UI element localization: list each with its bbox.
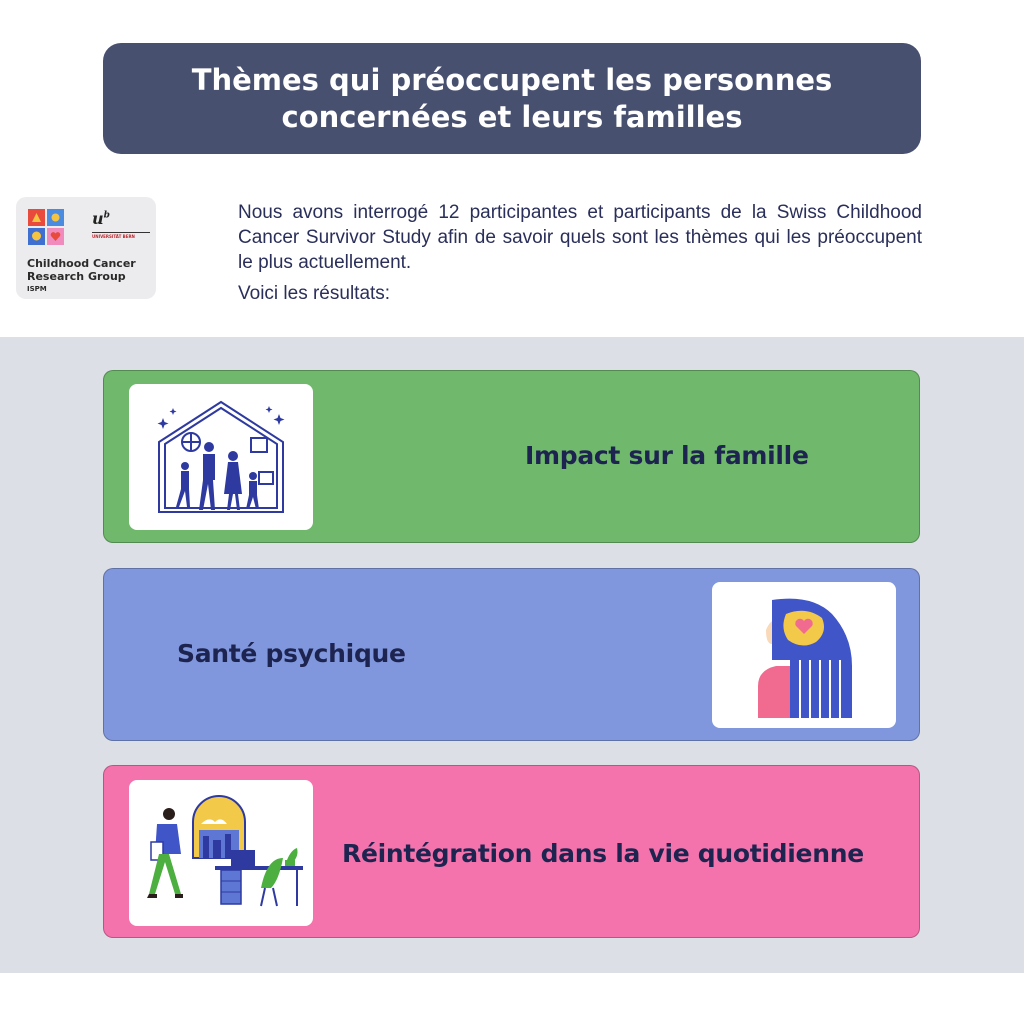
work-desk-icon [129, 780, 313, 926]
mental-health-illustration [712, 582, 896, 728]
page-title [103, 43, 921, 154]
theme-label-mental-health: Santé psychique [177, 639, 406, 668]
university-name: UNIVERSITÄT BERN [92, 234, 135, 239]
theme-label-family: Impact sur la famille [525, 441, 809, 470]
page-title-line-1: Thèmes qui préoccupent les personnes [191, 62, 833, 97]
group-name: Childhood Cancer Research Group [27, 257, 136, 283]
childhood-cancer-logo-icon [28, 209, 64, 245]
page-title-line-2: concernées et leurs familles [281, 99, 743, 134]
theme-card-family [103, 370, 920, 543]
family-illustration [129, 384, 313, 530]
family-house-icon [129, 384, 313, 530]
institute-name: ISPM [27, 285, 47, 293]
theme-card-reintegration [103, 765, 920, 938]
logo-divider [92, 232, 150, 233]
mind-heart-icon [712, 582, 896, 728]
theme-label-reintegration: Réintégration dans la vie quotidienne [342, 839, 864, 868]
theme-card-mental-health [103, 568, 920, 741]
research-group-logo [16, 197, 156, 299]
intro-paragraph: Nous avons interrogé 12 participantes et participants de la Swiss Childhood Cancer Survivor Study afin de savoir quels sont les thèmes qui les préoccupent le plus actuellement. [238, 202, 922, 273]
university-mark: $u^b$ [92, 209, 110, 228]
reintegration-illustration [129, 780, 313, 926]
results-lead: Voici les résultats: [238, 283, 391, 304]
